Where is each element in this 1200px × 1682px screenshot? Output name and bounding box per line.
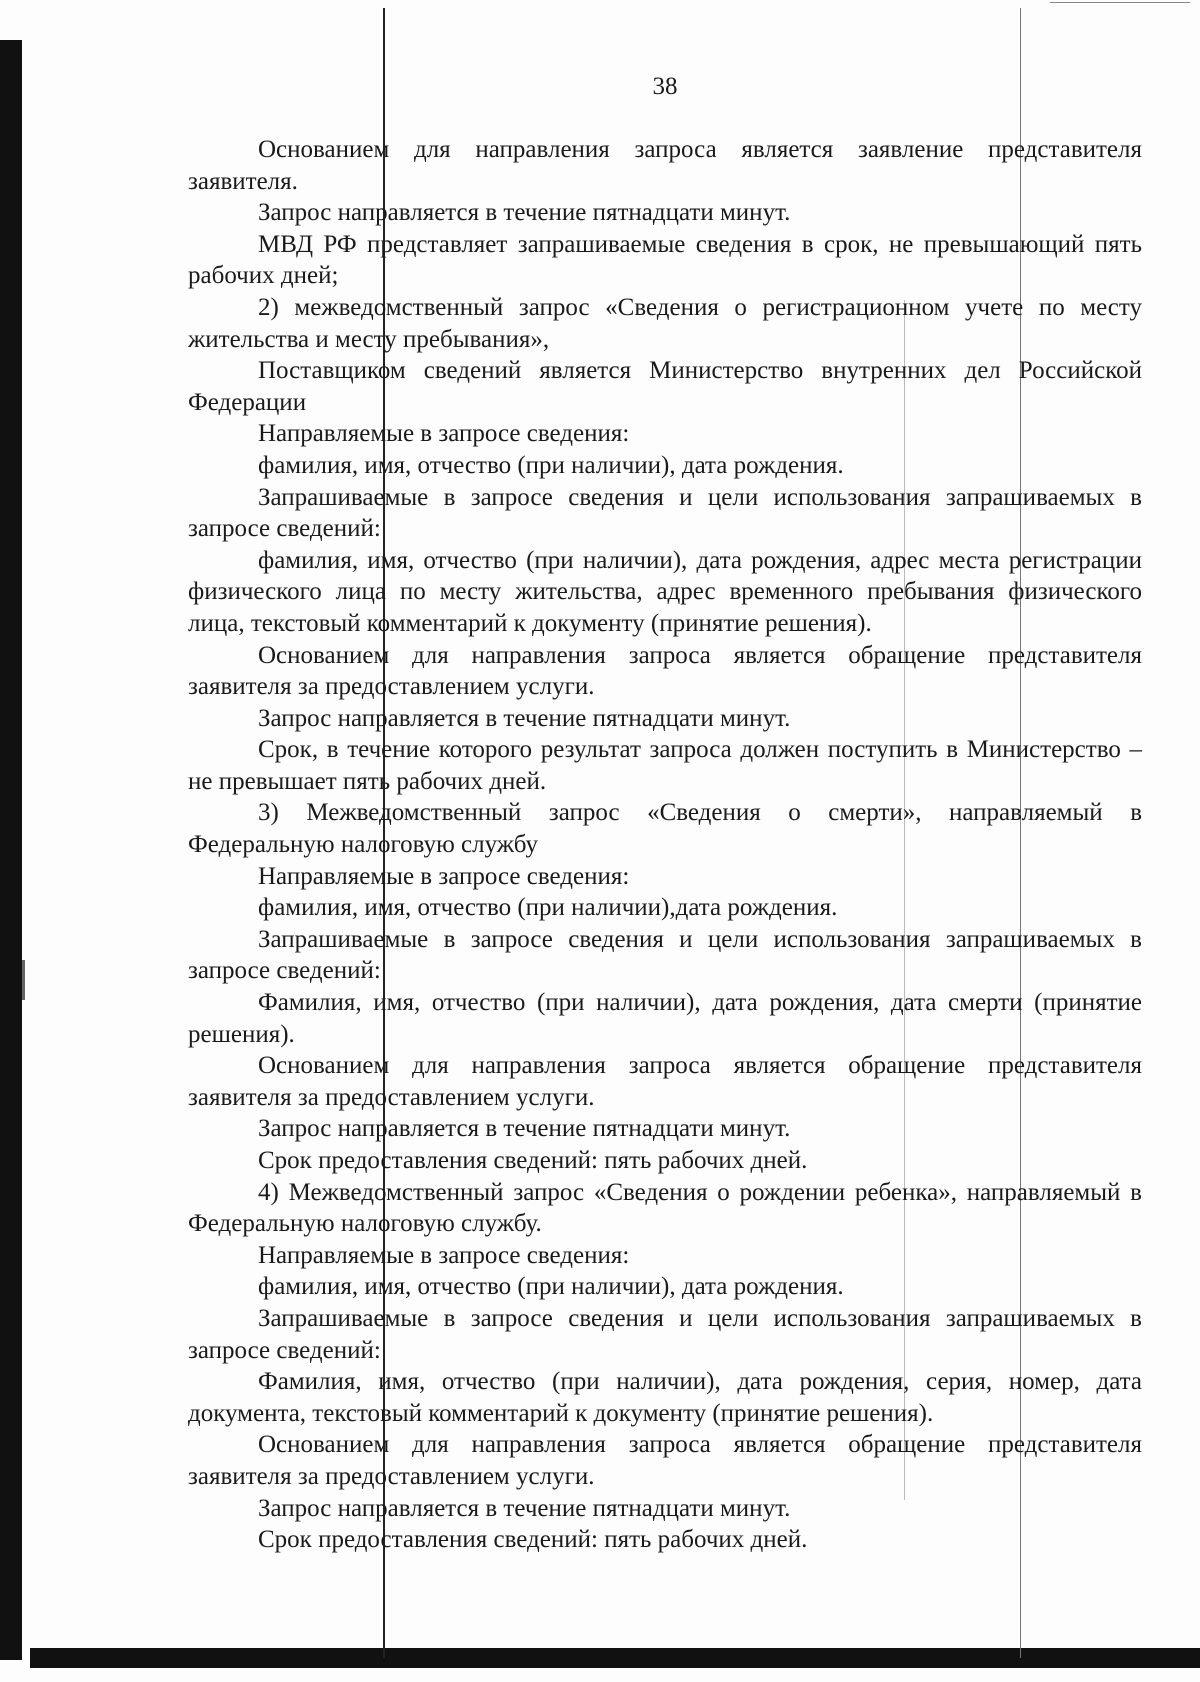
paragraph: Запрос направляется в течение пятнадцати минут. (258, 199, 791, 227)
paragraph: Основанием для направления запроса является заявление представителя заявителя. (188, 136, 1142, 195)
paragraph: Направляемые в запросе сведения: (258, 1241, 630, 1269)
paragraph: фамилия, имя, отчество (при наличии), дата рождения, адрес места регистрации физического лица по месту жительства, адрес временного пребывания физического лица, текстовый комментарий к документу (принятие решения). (188, 546, 1142, 637)
document-body (188, 134, 1142, 1556)
paragraph: 2) межведомственный запрос «Сведения о регистрационном учете по месту жительства и месту пребывания», (188, 293, 1142, 353)
paragraph: фамилия, имя, отчество (при наличии), дата рождения. (258, 1273, 844, 1301)
page-number: 38 (652, 73, 678, 100)
paragraph: МВД РФ представляет запрашиваемые сведения в срок, не превышающий пять рабочих дней; (188, 230, 1142, 290)
paragraph: Основанием для направления запроса является обращение представителя заявителя за предоставлением услуги. (188, 1431, 1142, 1490)
paragraph: фамилия, имя, отчество (при наличии),дата рождения. (258, 894, 838, 922)
paragraph: Запрос направляется в течение пятнадцати минут. (258, 1494, 791, 1522)
paragraph: Поставщиком сведений является Министерство внутренних дел Российской Федерации (188, 357, 1142, 416)
paragraph: фамилия, имя, отчество (при наличии), дата рождения. (258, 451, 844, 479)
paragraph: Направляемые в запросе сведения: (258, 862, 630, 890)
paragraph: Основанием для направления запроса является обращение представителя заявителя за предоставлением услуги. (188, 641, 1142, 701)
paragraph: Срок предоставления сведений: пять рабочих дней. (258, 1147, 808, 1174)
paragraph: Срок, в течение которого результат запроса должен поступить в Министерство – не превышает пять рабочих дней. (188, 736, 1142, 795)
scan-mark (22, 960, 25, 1000)
scan-edge-left (0, 40, 22, 1660)
paragraph: Фамилия, имя, отчество (при наличии), дата рождения, серия, номер, дата документа, текстовый комментарий к документу (принятие решения). (188, 1368, 1142, 1427)
scan-edge-bottom (30, 1648, 1200, 1668)
paragraph: Запрашиваемые в запросе сведения и цели использования запрашиваемых в запросе сведений: (188, 1304, 1142, 1364)
paragraph: Основанием для направления запроса является обращение представителя заявителя за предоставлением услуги. (188, 1052, 1142, 1111)
paragraph: Фамилия, имя, отчество (при наличии), дата рождения, дата смерти (принятие решения). (188, 989, 1142, 1048)
scan-mark (1050, 2, 1190, 3)
paragraph: Запрашиваемые в запросе сведения и цели использования запрашиваемых в запросе сведений: (188, 925, 1142, 985)
paragraph: Запрос направляется в течение пятнадцати минут. (258, 704, 791, 732)
paragraph: Запрос направляется в течение пятнадцати минут. (258, 1115, 791, 1143)
paragraph: 4) Межведомственный запрос «Сведения о рождении ребенка», направляемый в Федеральную налоговую службу. (188, 1178, 1142, 1238)
paragraph: Срок предоставления сведений: пять рабочих дней. (258, 1526, 808, 1554)
paragraph: 3) Межведомственный запрос «Сведения о смерти», направляемый в Федеральную налоговую службу (188, 799, 1142, 859)
paragraph: Запрашиваемые в запросе сведения и цели использования запрашиваемых в запросе сведений: (188, 483, 1142, 543)
paragraph: Направляемые в запросе сведения: (258, 420, 630, 448)
